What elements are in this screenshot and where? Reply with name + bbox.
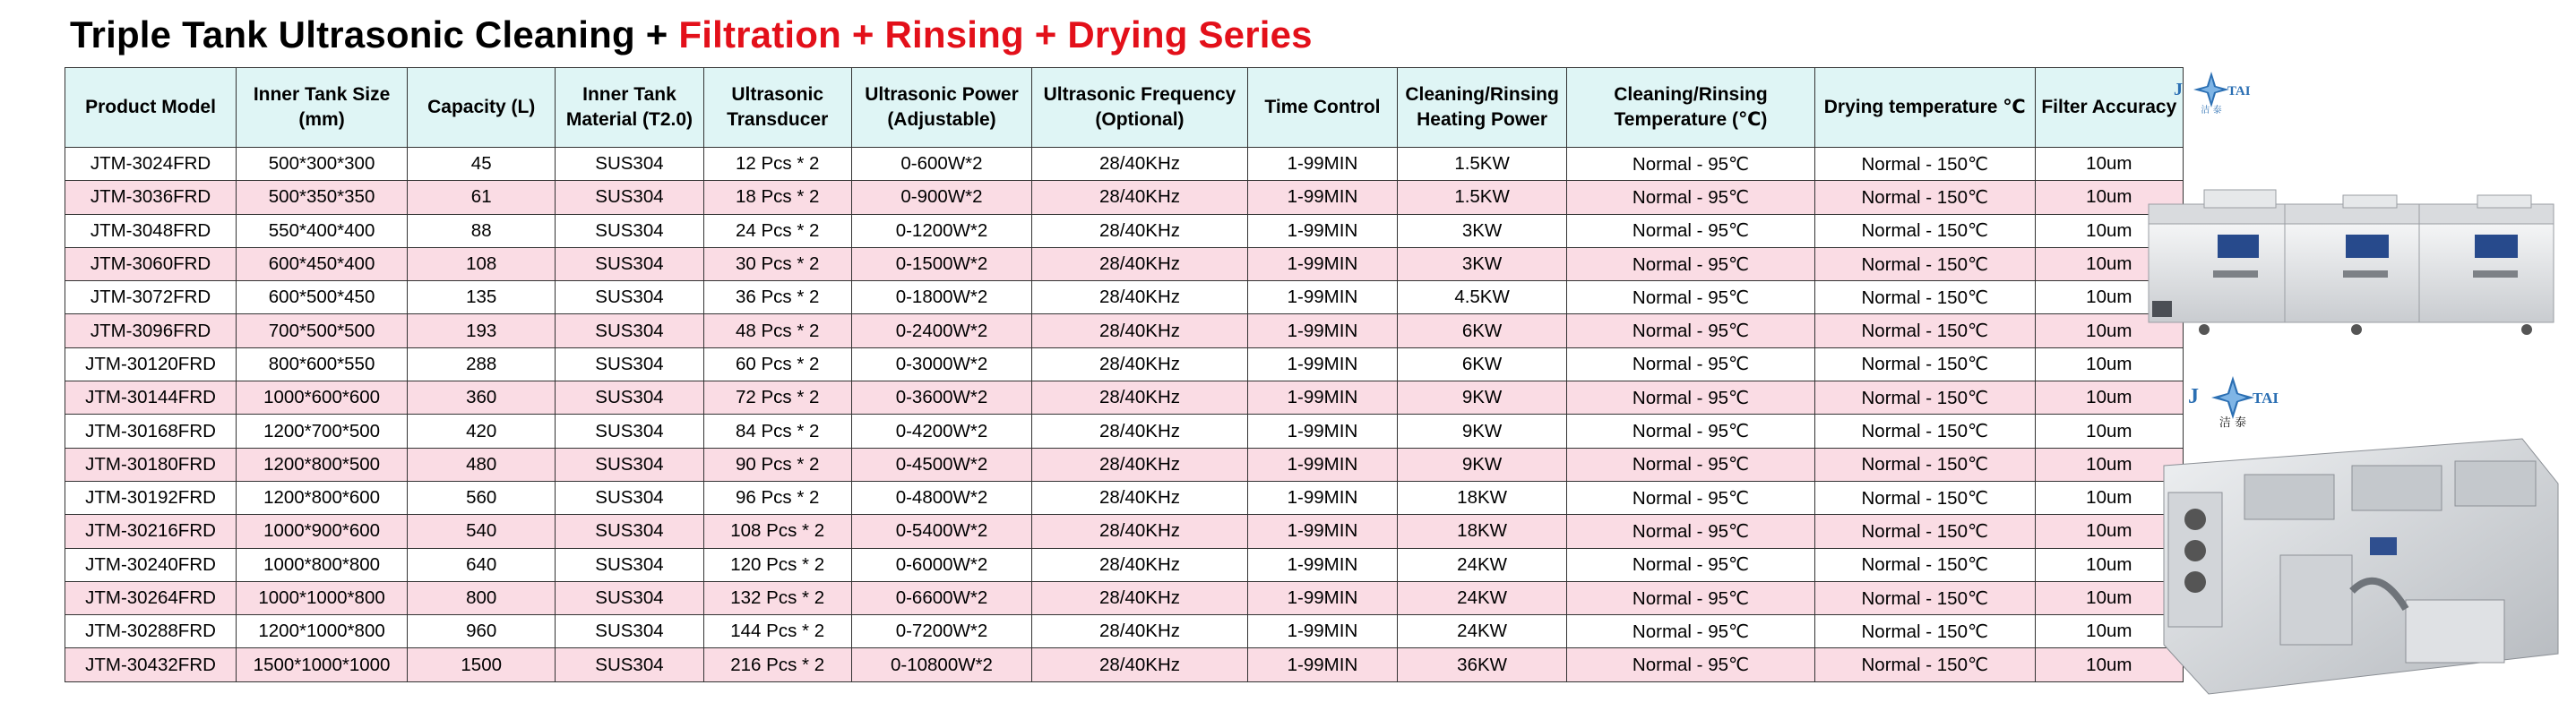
header-drying-temperature xyxy=(1814,68,2035,148)
cell-inner-tank-size: 600*500*450 xyxy=(237,281,408,314)
cell-capacity: 45 xyxy=(408,148,556,181)
header-label: Cleaning/Rinsing xyxy=(1405,84,1559,105)
cell-transducer: 132 Pcs * 2 xyxy=(703,581,851,614)
cell-drying-temperature: Normal - 150℃ xyxy=(1814,415,2035,448)
cell-heating-power: 3KW xyxy=(1398,214,1567,247)
header-label: (Adjustable) xyxy=(887,109,996,130)
cell-inner-tank-size: 1500*1000*1000 xyxy=(237,648,408,681)
cell-tank-material: SUS304 xyxy=(556,548,703,581)
cell-filter-accuracy: 10um xyxy=(2035,648,2183,681)
cell-ultrasonic-power: 0-6600W*2 xyxy=(851,581,1031,614)
cell-product-model: JTM-3096FRD xyxy=(65,314,237,347)
cell-capacity: 560 xyxy=(408,481,556,514)
cell-heating-power: 6KW xyxy=(1398,314,1567,347)
header-cleaning-temperature xyxy=(1567,68,1815,148)
header-label: Inner Tank Size xyxy=(253,84,391,105)
cell-ultrasonic-frequency: 28/40KHz xyxy=(1032,581,1248,614)
cell-filter-accuracy: 10um xyxy=(2035,548,2183,581)
logo-chinese-text: 洁 泰 xyxy=(2201,106,2222,115)
title-part-rinsing: Rinsing xyxy=(884,13,1024,56)
cell-time-control: 1-99MIN xyxy=(1247,548,1397,581)
cell-product-model: JTM-3048FRD xyxy=(65,214,237,247)
cell-ultrasonic-power: 0-1500W*2 xyxy=(851,247,1031,280)
cell-heating-power: 24KW xyxy=(1398,581,1567,614)
cell-product-model: JTM-30168FRD xyxy=(65,415,237,448)
cell-cleaning-temperature: Normal - 95℃ xyxy=(1567,381,1815,415)
table-row xyxy=(65,415,2184,448)
cell-ultrasonic-frequency: 28/40KHz xyxy=(1032,381,1248,415)
table-row xyxy=(65,381,2184,415)
cell-filter-accuracy: 10um xyxy=(2035,381,2183,415)
cell-cleaning-temperature: Normal - 95℃ xyxy=(1567,648,1815,681)
header-heating-power xyxy=(1398,68,1567,148)
triple-tank-machine-open-image xyxy=(2146,430,2563,698)
header-transducer xyxy=(703,68,851,148)
cell-time-control: 1-99MIN xyxy=(1247,181,1397,214)
cell-ultrasonic-power: 0-4500W*2 xyxy=(851,448,1031,481)
cell-capacity: 193 xyxy=(408,314,556,347)
cell-ultrasonic-power: 0-6000W*2 xyxy=(851,548,1031,581)
cell-tank-material: SUS304 xyxy=(556,615,703,648)
cell-tank-material: SUS304 xyxy=(556,581,703,614)
header-label: Cleaning/Rinsing xyxy=(1614,84,1768,105)
header-label: Temperature (℃) xyxy=(1614,109,1768,130)
cell-time-control: 1-99MIN xyxy=(1247,648,1397,681)
header-capacity xyxy=(408,68,556,148)
header-ultrasonic-frequency xyxy=(1032,68,1248,148)
logo-text-left: J xyxy=(2188,385,2199,408)
cell-filter-accuracy: 10um xyxy=(2035,314,2183,347)
cell-tank-material: SUS304 xyxy=(556,381,703,415)
cell-ultrasonic-frequency: 28/40KHz xyxy=(1032,214,1248,247)
table-row xyxy=(65,247,2184,280)
cell-tank-material: SUS304 xyxy=(556,515,703,548)
header-label: (mm) xyxy=(298,109,345,130)
page-title xyxy=(70,7,1313,63)
cell-product-model: JTM-30288FRD xyxy=(65,615,237,648)
cell-inner-tank-size: 550*400*400 xyxy=(237,214,408,247)
cell-cleaning-temperature: Normal - 95℃ xyxy=(1567,481,1815,514)
cell-tank-material: SUS304 xyxy=(556,281,703,314)
cell-drying-temperature: Normal - 150℃ xyxy=(1814,581,2035,614)
logo-text-right: TAI xyxy=(2253,390,2279,407)
header-label: Transducer xyxy=(727,109,829,130)
cell-heating-power: 18KW xyxy=(1398,515,1567,548)
cell-inner-tank-size: 500*300*300 xyxy=(237,148,408,181)
cell-transducer: 60 Pcs * 2 xyxy=(703,347,851,381)
cell-product-model: JTM-3060FRD xyxy=(65,247,237,280)
cell-filter-accuracy: 10um xyxy=(2035,347,2183,381)
cell-product-model: JTM-30144FRD xyxy=(65,381,237,415)
logo-chinese-text: 洁 泰 xyxy=(2218,416,2247,428)
cell-drying-temperature: Normal - 150℃ xyxy=(1814,347,2035,381)
cell-inner-tank-size: 1200*1000*800 xyxy=(237,615,408,648)
cell-ultrasonic-frequency: 28/40KHz xyxy=(1032,148,1248,181)
cell-ultrasonic-frequency: 28/40KHz xyxy=(1032,281,1248,314)
cell-ultrasonic-power: 0-3000W*2 xyxy=(851,347,1031,381)
cell-heating-power: 24KW xyxy=(1398,548,1567,581)
cell-ultrasonic-power: 0-3600W*2 xyxy=(851,381,1031,415)
cell-transducer: 12 Pcs * 2 xyxy=(703,148,851,181)
cell-cleaning-temperature: Normal - 95℃ xyxy=(1567,615,1815,648)
spec-table-body xyxy=(65,148,2184,682)
cell-heating-power: 18KW xyxy=(1398,481,1567,514)
cell-product-model: JTM-30240FRD xyxy=(65,548,237,581)
cell-ultrasonic-frequency: 28/40KHz xyxy=(1032,314,1248,347)
cell-inner-tank-size: 1000*800*800 xyxy=(237,548,408,581)
table-row xyxy=(65,181,2184,214)
brand-logo-bottom xyxy=(2179,376,2287,428)
cell-filter-accuracy: 10um xyxy=(2035,281,2183,314)
cell-capacity: 420 xyxy=(408,415,556,448)
cell-capacity: 540 xyxy=(408,515,556,548)
cell-time-control: 1-99MIN xyxy=(1247,448,1397,481)
header-label: Material (T2.0) xyxy=(565,109,694,130)
cell-cleaning-temperature: Normal - 95℃ xyxy=(1567,448,1815,481)
cell-inner-tank-size: 1000*600*600 xyxy=(237,381,408,415)
cell-transducer: 30 Pcs * 2 xyxy=(703,247,851,280)
cell-capacity: 800 xyxy=(408,581,556,614)
cell-ultrasonic-frequency: 28/40KHz xyxy=(1032,481,1248,514)
cell-cleaning-temperature: Normal - 95℃ xyxy=(1567,415,1815,448)
cell-capacity: 108 xyxy=(408,247,556,280)
cell-transducer: 144 Pcs * 2 xyxy=(703,615,851,648)
cell-heating-power: 6KW xyxy=(1398,347,1567,381)
table-row xyxy=(65,615,2184,648)
cell-capacity: 360 xyxy=(408,381,556,415)
cell-heating-power: 9KW xyxy=(1398,415,1567,448)
cell-time-control: 1-99MIN xyxy=(1247,214,1397,247)
table-row xyxy=(65,448,2184,481)
cell-product-model: JTM-30192FRD xyxy=(65,481,237,514)
header-ultrasonic-power xyxy=(851,68,1031,148)
header-product-model xyxy=(65,68,237,148)
cell-drying-temperature: Normal - 150℃ xyxy=(1814,515,2035,548)
cell-filter-accuracy: 10um xyxy=(2035,415,2183,448)
cell-cleaning-temperature: Normal - 95℃ xyxy=(1567,515,1815,548)
cell-capacity: 1500 xyxy=(408,648,556,681)
cell-product-model: JTM-3036FRD xyxy=(65,181,237,214)
cell-inner-tank-size: 1200*800*500 xyxy=(237,448,408,481)
cell-product-model: JTM-30180FRD xyxy=(65,448,237,481)
logo-text-left: J xyxy=(2174,80,2183,99)
cell-ultrasonic-frequency: 28/40KHz xyxy=(1032,648,1248,681)
cell-cleaning-temperature: Normal - 95℃ xyxy=(1567,181,1815,214)
brand-logo-top xyxy=(2167,72,2256,115)
logo-text-right: TAI xyxy=(2227,84,2251,98)
table-row xyxy=(65,548,2184,581)
cell-product-model: JTM-30120FRD xyxy=(65,347,237,381)
cell-time-control: 1-99MIN xyxy=(1247,347,1397,381)
cell-inner-tank-size: 600*450*400 xyxy=(237,247,408,280)
table-row xyxy=(65,581,2184,614)
cell-cleaning-temperature: Normal - 95℃ xyxy=(1567,548,1815,581)
cell-ultrasonic-frequency: 28/40KHz xyxy=(1032,615,1248,648)
table-row xyxy=(65,648,2184,681)
star-logo-icon xyxy=(2211,376,2254,419)
header-label: Product Model xyxy=(85,97,216,117)
cell-filter-accuracy: 10um xyxy=(2035,148,2183,181)
cell-time-control: 1-99MIN xyxy=(1247,314,1397,347)
header-label: Heating Power xyxy=(1417,109,1548,130)
header-label: Time Control xyxy=(1264,97,1381,117)
cell-tank-material: SUS304 xyxy=(556,448,703,481)
cell-inner-tank-size: 700*500*500 xyxy=(237,314,408,347)
cell-drying-temperature: Normal - 150℃ xyxy=(1814,448,2035,481)
cell-cleaning-temperature: Normal - 95℃ xyxy=(1567,581,1815,614)
title-part-drying: Drying Series xyxy=(1067,13,1313,56)
cell-ultrasonic-frequency: 28/40KHz xyxy=(1032,515,1248,548)
cell-drying-temperature: Normal - 150℃ xyxy=(1814,148,2035,181)
cell-time-control: 1-99MIN xyxy=(1247,281,1397,314)
cell-cleaning-temperature: Normal - 95℃ xyxy=(1567,214,1815,247)
cell-heating-power: 9KW xyxy=(1398,381,1567,415)
cell-drying-temperature: Normal - 150℃ xyxy=(1814,214,2035,247)
cell-inner-tank-size: 800*600*550 xyxy=(237,347,408,381)
cell-inner-tank-size: 1200*800*600 xyxy=(237,481,408,514)
cell-inner-tank-size: 1200*700*500 xyxy=(237,415,408,448)
cell-time-control: 1-99MIN xyxy=(1247,381,1397,415)
cell-filter-accuracy: 10um xyxy=(2035,448,2183,481)
cell-time-control: 1-99MIN xyxy=(1247,615,1397,648)
cell-tank-material: SUS304 xyxy=(556,415,703,448)
cell-heating-power: 1.5KW xyxy=(1398,181,1567,214)
title-part-cleaning: Triple Tank Ultrasonic Cleaning xyxy=(70,13,635,56)
cell-ultrasonic-power: 0-900W*2 xyxy=(851,181,1031,214)
header-label: Ultrasonic Power xyxy=(865,84,1019,105)
cell-drying-temperature: Normal - 150℃ xyxy=(1814,381,2035,415)
header-label: Capacity (L) xyxy=(427,97,536,117)
cell-filter-accuracy: 10um xyxy=(2035,181,2183,214)
cell-inner-tank-size: 1000*1000*800 xyxy=(237,581,408,614)
cell-capacity: 88 xyxy=(408,214,556,247)
cell-cleaning-temperature: Normal - 95℃ xyxy=(1567,314,1815,347)
table-row xyxy=(65,148,2184,181)
title-plus-3: + xyxy=(1023,13,1068,56)
cell-filter-accuracy: 10um xyxy=(2035,581,2183,614)
cell-transducer: 120 Pcs * 2 xyxy=(703,548,851,581)
cell-tank-material: SUS304 xyxy=(556,214,703,247)
cell-capacity: 480 xyxy=(408,448,556,481)
cell-ultrasonic-power: 0-2400W*2 xyxy=(851,314,1031,347)
table-row xyxy=(65,314,2184,347)
cell-time-control: 1-99MIN xyxy=(1247,481,1397,514)
table-row xyxy=(65,515,2184,548)
table-row xyxy=(65,281,2184,314)
cell-transducer: 48 Pcs * 2 xyxy=(703,314,851,347)
cell-tank-material: SUS304 xyxy=(556,181,703,214)
cell-drying-temperature: Normal - 150℃ xyxy=(1814,481,2035,514)
cell-ultrasonic-power: 0-600W*2 xyxy=(851,148,1031,181)
cell-heating-power: 36KW xyxy=(1398,648,1567,681)
cell-time-control: 1-99MIN xyxy=(1247,581,1397,614)
cell-cleaning-temperature: Normal - 95℃ xyxy=(1567,281,1815,314)
cell-time-control: 1-99MIN xyxy=(1247,515,1397,548)
spec-table xyxy=(65,67,2184,682)
cell-tank-material: SUS304 xyxy=(556,314,703,347)
header-tank-material xyxy=(556,68,703,148)
title-plus-2: + xyxy=(841,13,885,56)
cell-transducer: 96 Pcs * 2 xyxy=(703,481,851,514)
cell-cleaning-temperature: Normal - 95℃ xyxy=(1567,347,1815,381)
cell-transducer: 36 Pcs * 2 xyxy=(703,281,851,314)
cell-ultrasonic-frequency: 28/40KHz xyxy=(1032,247,1248,280)
cell-transducer: 18 Pcs * 2 xyxy=(703,181,851,214)
header-label: Ultrasonic xyxy=(731,84,824,105)
cell-capacity: 135 xyxy=(408,281,556,314)
cell-ultrasonic-power: 0-1800W*2 xyxy=(851,281,1031,314)
cell-ultrasonic-power: 0-7200W*2 xyxy=(851,615,1031,648)
cell-drying-temperature: Normal - 150℃ xyxy=(1814,314,2035,347)
cell-capacity: 61 xyxy=(408,181,556,214)
cell-drying-temperature: Normal - 150℃ xyxy=(1814,548,2035,581)
cell-ultrasonic-frequency: 28/40KHz xyxy=(1032,181,1248,214)
cell-ultrasonic-frequency: 28/40KHz xyxy=(1032,347,1248,381)
cell-drying-temperature: Normal - 150℃ xyxy=(1814,281,2035,314)
header-label: Inner Tank xyxy=(582,84,676,105)
cell-product-model: JTM-30432FRD xyxy=(65,648,237,681)
star-logo-icon xyxy=(2193,72,2229,107)
cell-tank-material: SUS304 xyxy=(556,347,703,381)
cell-ultrasonic-power: 0-4800W*2 xyxy=(851,481,1031,514)
cell-ultrasonic-power: 0-1200W*2 xyxy=(851,214,1031,247)
cell-filter-accuracy: 10um xyxy=(2035,214,2183,247)
cell-transducer: 72 Pcs * 2 xyxy=(703,381,851,415)
cell-ultrasonic-frequency: 28/40KHz xyxy=(1032,448,1248,481)
cell-transducer: 216 Pcs * 2 xyxy=(703,648,851,681)
cell-ultrasonic-frequency: 28/40KHz xyxy=(1032,415,1248,448)
cell-transducer: 90 Pcs * 2 xyxy=(703,448,851,481)
cell-filter-accuracy: 10um xyxy=(2035,615,2183,648)
spec-table-header-row xyxy=(65,68,2184,148)
header-label: Drying temperature ℃ xyxy=(1823,97,2026,117)
header-label: Filter Accuracy xyxy=(2041,97,2177,117)
cell-heating-power: 4.5KW xyxy=(1398,281,1567,314)
cell-drying-temperature: Normal - 150℃ xyxy=(1814,648,2035,681)
cell-capacity: 640 xyxy=(408,548,556,581)
cell-transducer: 108 Pcs * 2 xyxy=(703,515,851,548)
cell-ultrasonic-power: 0-10800W*2 xyxy=(851,648,1031,681)
cell-inner-tank-size: 500*350*350 xyxy=(237,181,408,214)
title-plus-1: + xyxy=(634,13,679,56)
cell-cleaning-temperature: Normal - 95℃ xyxy=(1567,247,1815,280)
header-label: Ultrasonic Frequency xyxy=(1043,84,1236,105)
cell-time-control: 1-99MIN xyxy=(1247,148,1397,181)
cell-time-control: 1-99MIN xyxy=(1247,415,1397,448)
cell-ultrasonic-frequency: 28/40KHz xyxy=(1032,548,1248,581)
cell-tank-material: SUS304 xyxy=(556,247,703,280)
cell-ultrasonic-power: 0-5400W*2 xyxy=(851,515,1031,548)
cell-drying-temperature: Normal - 150℃ xyxy=(1814,247,2035,280)
cell-cleaning-temperature: Normal - 95℃ xyxy=(1567,148,1815,181)
cell-transducer: 84 Pcs * 2 xyxy=(703,415,851,448)
cell-ultrasonic-power: 0-4200W*2 xyxy=(851,415,1031,448)
cell-product-model: JTM-3072FRD xyxy=(65,281,237,314)
header-inner-tank-size xyxy=(237,68,408,148)
table-row xyxy=(65,214,2184,247)
cell-tank-material: SUS304 xyxy=(556,148,703,181)
cell-inner-tank-size: 1000*900*600 xyxy=(237,515,408,548)
cell-time-control: 1-99MIN xyxy=(1247,247,1397,280)
cell-heating-power: 24KW xyxy=(1398,615,1567,648)
cell-filter-accuracy: 10um xyxy=(2035,515,2183,548)
cell-capacity: 288 xyxy=(408,347,556,381)
header-filter-accuracy xyxy=(2035,68,2183,148)
cell-heating-power: 3KW xyxy=(1398,247,1567,280)
cell-filter-accuracy: 10um xyxy=(2035,247,2183,280)
cell-tank-material: SUS304 xyxy=(556,481,703,514)
title-part-filtration: Filtration xyxy=(678,13,842,56)
cell-filter-accuracy: 10um xyxy=(2035,481,2183,514)
cell-product-model: JTM-30216FRD xyxy=(65,515,237,548)
cell-heating-power: 1.5KW xyxy=(1398,148,1567,181)
triple-tank-machine-front-image xyxy=(2141,170,2563,340)
cell-transducer: 24 Pcs * 2 xyxy=(703,214,851,247)
cell-capacity: 960 xyxy=(408,615,556,648)
header-time-control xyxy=(1247,68,1397,148)
cell-drying-temperature: Normal - 150℃ xyxy=(1814,615,2035,648)
cell-product-model: JTM-3024FRD xyxy=(65,148,237,181)
table-row xyxy=(65,347,2184,381)
table-row xyxy=(65,481,2184,514)
header-label: (Optional) xyxy=(1095,109,1185,130)
cell-heating-power: 9KW xyxy=(1398,448,1567,481)
cell-product-model: JTM-30264FRD xyxy=(65,581,237,614)
cell-drying-temperature: Normal - 150℃ xyxy=(1814,181,2035,214)
cell-tank-material: SUS304 xyxy=(556,648,703,681)
